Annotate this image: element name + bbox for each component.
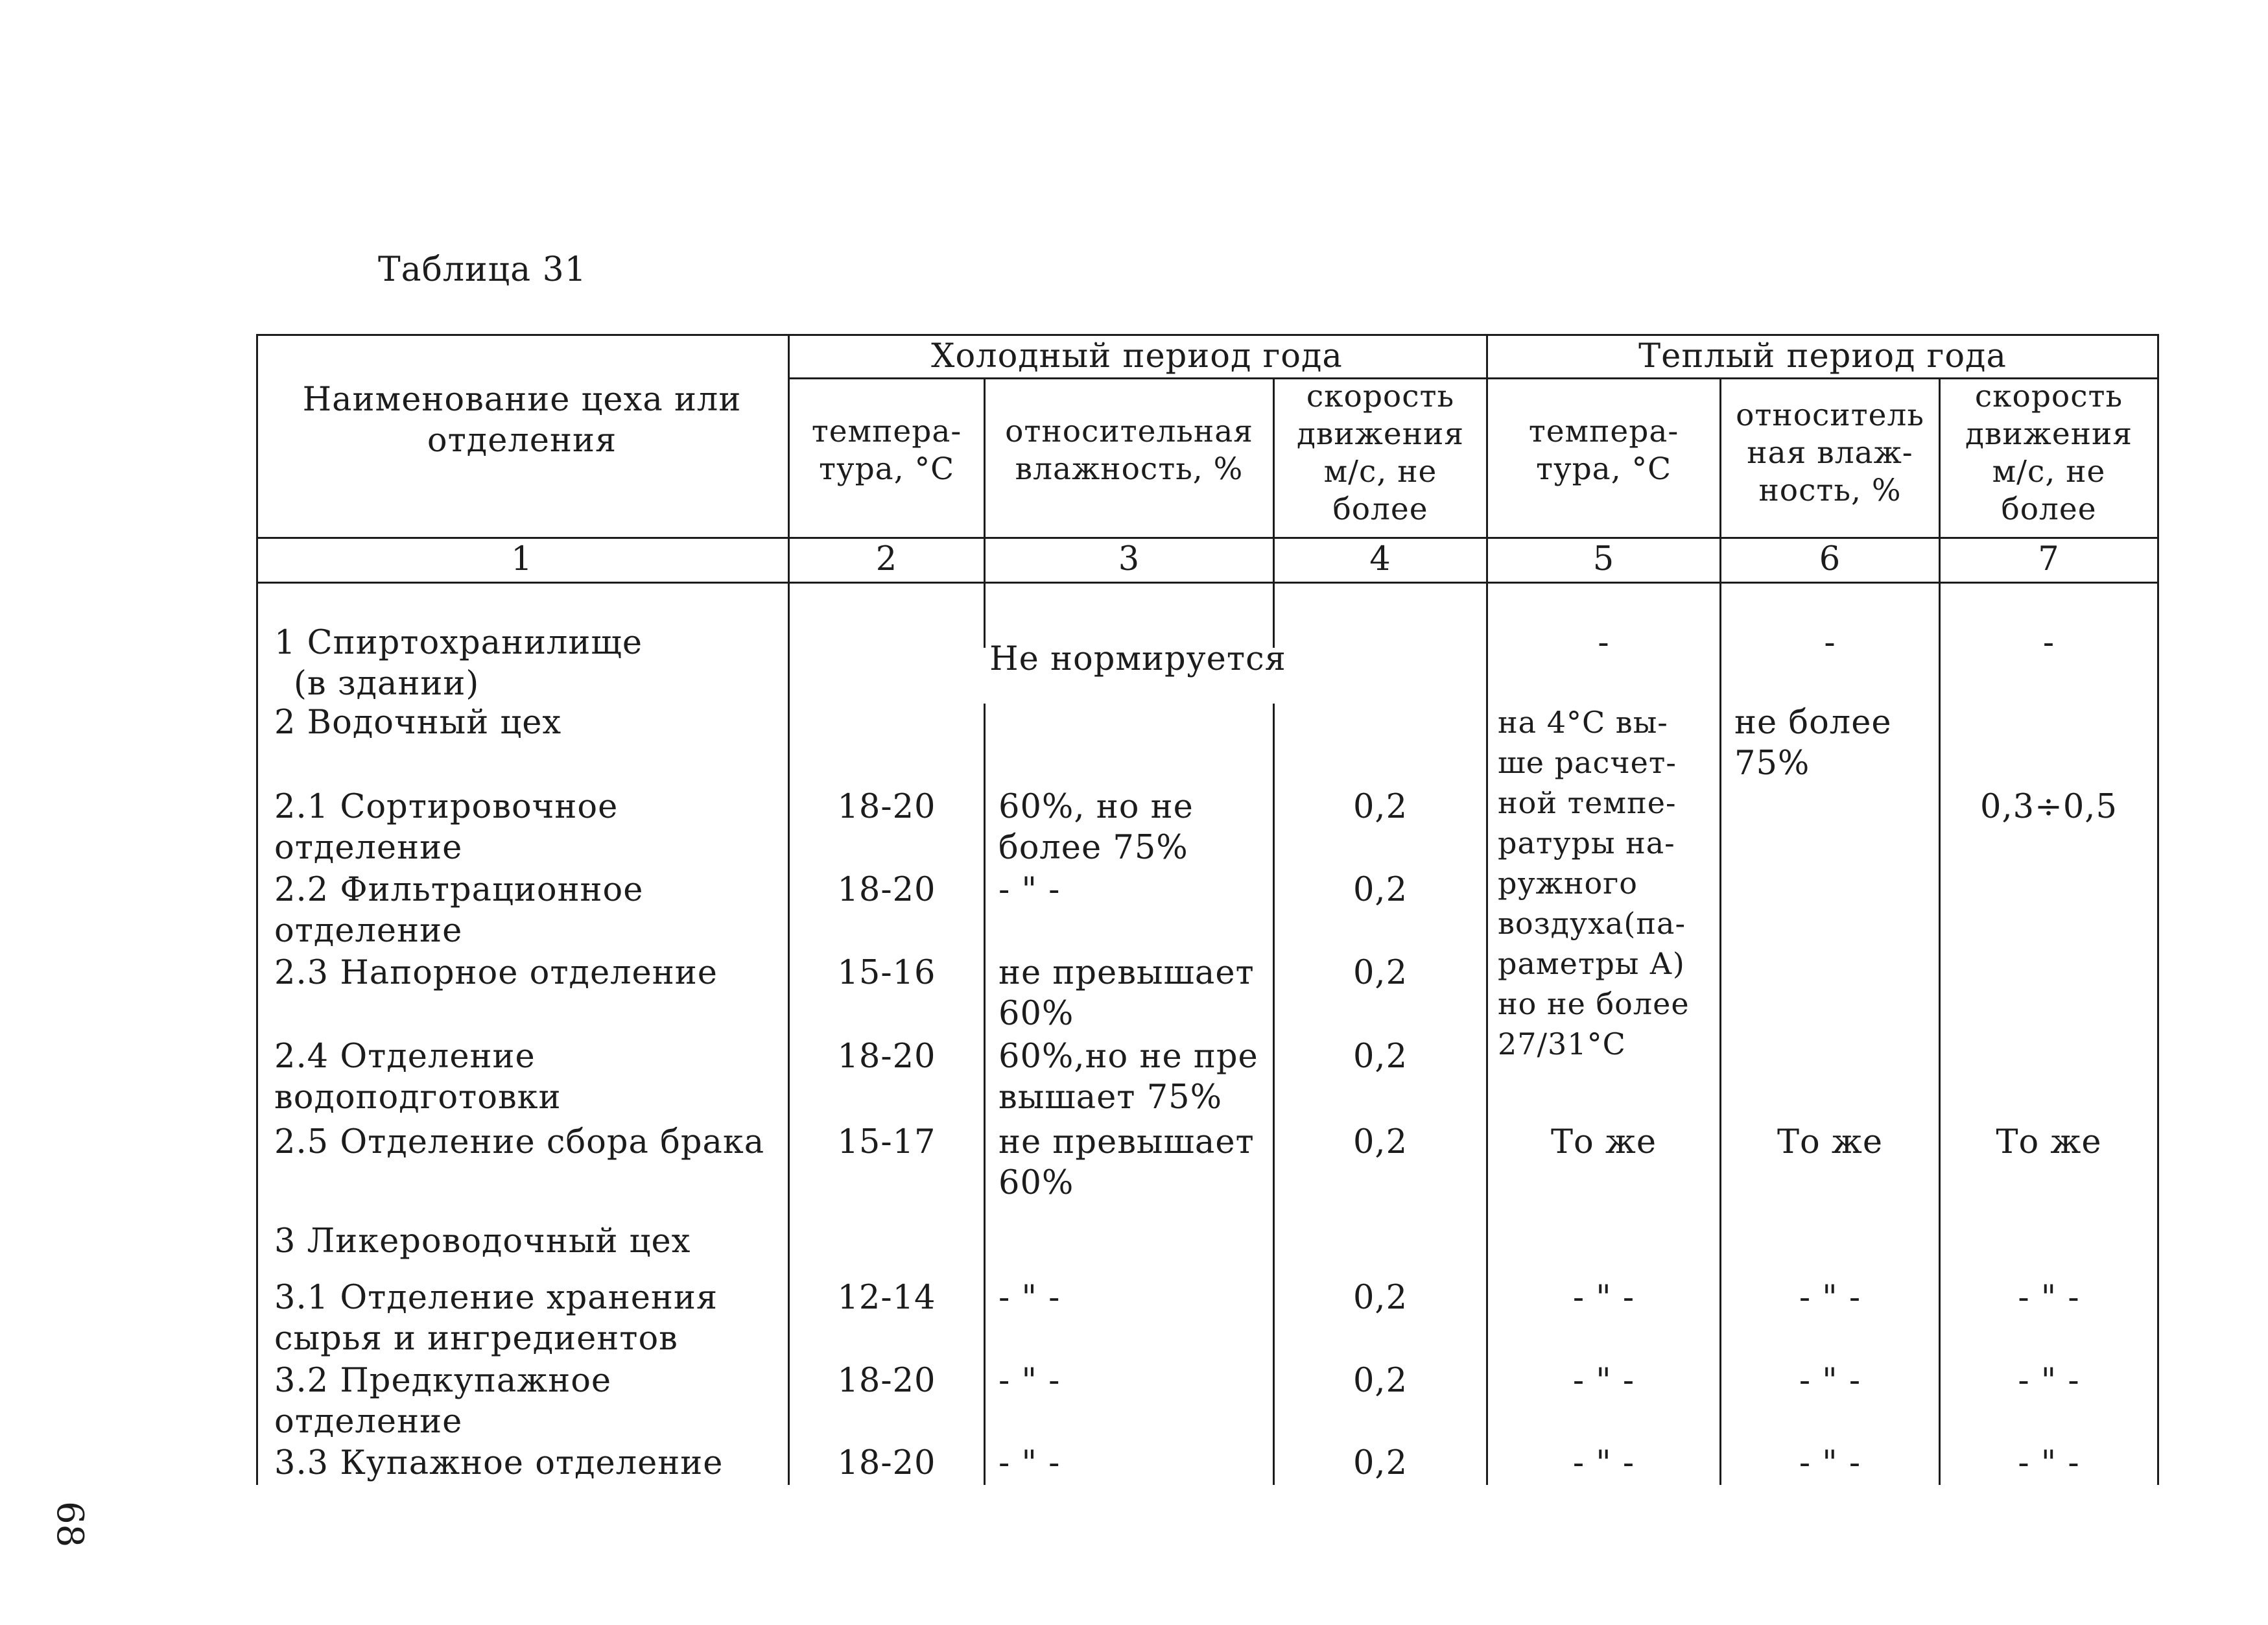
row-3-2-name-line1: 3.2 Предкупажное <box>274 1362 612 1400</box>
row-3-1-temp: 12-14 <box>837 1279 936 1317</box>
warm-humidity-note-line1: не более <box>1734 704 1892 742</box>
warm-speed-header <box>1941 378 2157 528</box>
col-number-3: 3 <box>1118 540 1140 578</box>
warm-temp-note-line1: на 4°С вы- <box>1498 705 1668 740</box>
warm-speed-header-line3: м/с, не <box>1992 454 2106 490</box>
col-number-4: 4 <box>1369 540 1391 578</box>
row-3-1-speed: 0,2 <box>1353 1279 1408 1317</box>
warm-temperature-header-line1: темпера- <box>1528 414 1679 449</box>
warm-humidity-header-line1: относитель <box>1736 397 1924 433</box>
warm-temp-note-line2: ше расчет- <box>1498 745 1677 780</box>
row-1-warm-humidity: - <box>1824 624 1836 662</box>
row-2-5-speed: 0,2 <box>1353 1123 1408 1161</box>
row-2-2-speed: 0,2 <box>1353 871 1408 909</box>
row-3-1-name <box>274 1277 718 1359</box>
warm-temp-note-line8: но не более <box>1498 986 1690 1021</box>
row-1-warm-speed: - <box>2042 624 2055 662</box>
row-3-2-warm-temp: - " - <box>1572 1362 1635 1400</box>
row-2-1-name-line2: отделение <box>274 829 463 867</box>
cold-temperature-header <box>790 413 984 488</box>
row-2-2-name-line2: отделение <box>274 912 463 950</box>
row-2-3-humidity-line1: не превышает <box>998 954 1255 992</box>
row-2-1-speed: 0,2 <box>1353 788 1408 826</box>
row-3-3-warm-speed: - " - <box>2018 1444 2080 1482</box>
row-1-warm-temp: - <box>1598 624 1610 662</box>
cold-speed-header-line3: м/с, не <box>1323 454 1437 490</box>
row-2-2-temp: 18-20 <box>837 871 936 909</box>
row-3-1-name-line2: сырья и ингредиентов <box>274 1320 678 1358</box>
warm-humidity-header-line2: ная влаж- <box>1747 435 1913 471</box>
row-3-1-warm-temp: - " - <box>1572 1279 1635 1317</box>
row-3-3-humidity: - " - <box>998 1444 1061 1482</box>
warm-temp-note-line9: 27/31°С <box>1498 1026 1626 1062</box>
cold-period-header: Холодный период года <box>931 337 1343 375</box>
warm-temp-note-line4: ратуры на- <box>1498 825 1675 860</box>
row-2-5-warm-humidity: То же <box>1777 1123 1884 1161</box>
row-2-4-humidity <box>998 1036 1258 1118</box>
row-2-5-name: 2.5 Отделение сбора брака <box>274 1123 765 1161</box>
row-3-2-temp: 18-20 <box>837 1362 936 1400</box>
row-2-2-humidity: - " - <box>998 871 1061 909</box>
cold-temperature-header-line2: тура, °С <box>818 451 955 487</box>
warm-temperature-header <box>1488 413 1719 488</box>
row-2-5-warm-speed: То же <box>1996 1123 2102 1161</box>
row-3-3-warm-humidity: - " - <box>1799 1444 1861 1482</box>
row-2-5-humidity-line1: не превышает <box>998 1123 1255 1161</box>
warm-humidity-note <box>1734 702 1892 784</box>
row-3-1-name-line1: 3.1 Отделение хранения <box>274 1279 718 1317</box>
row-3-1-warm-speed: - " - <box>2018 1279 2080 1317</box>
row-2-2-name-line1: 2.2 Фильтрационное <box>274 871 644 909</box>
row-2-1-humidity <box>998 787 1194 868</box>
col1-header-line2: отделения <box>427 421 617 460</box>
row-2-2-name <box>274 870 643 951</box>
row-3-3-speed: 0,2 <box>1353 1444 1408 1482</box>
row-3-3-temp: 18-20 <box>837 1444 936 1482</box>
row-3-2-warm-humidity: - " - <box>1799 1362 1861 1400</box>
col-number-1: 1 <box>511 540 533 578</box>
warm-humidity-note-line2: 75% <box>1734 744 1810 783</box>
col1-header-line1: Наименование цеха или <box>302 381 742 419</box>
row-2-3-temp: 15-16 <box>837 954 936 992</box>
row-2-1-name <box>274 787 618 868</box>
col1-header <box>256 379 788 461</box>
row-2-4-name-line2: водоподготовки <box>274 1078 561 1117</box>
table-left-border <box>256 334 258 1485</box>
col-number-6: 6 <box>1819 540 1841 578</box>
cold-temperature-header-line1: темпера- <box>811 414 962 449</box>
row-2-3-humidity <box>998 953 1255 1034</box>
row-2-4-name <box>274 1036 561 1118</box>
row-2-3-name: 2.3 Напорное отделение <box>274 954 718 992</box>
row-3-2-speed: 0,2 <box>1353 1362 1408 1400</box>
row-1-name-line1: 1 Спиртохранилище <box>274 624 643 662</box>
table-right-border <box>2157 334 2159 1485</box>
cold-speed-header-line4: более <box>1332 492 1428 527</box>
warm-temperature-header-line2: тура, °С <box>1535 451 1672 487</box>
row-2-5-temp: 15-17 <box>837 1123 936 1161</box>
row-2-1-humidity-line2: более 75% <box>998 829 1188 867</box>
row-2-4-name-line1: 2.4 Отделение <box>274 1038 536 1076</box>
col-number-5: 5 <box>1592 540 1615 578</box>
row-2-4-humidity-line1: 60%,но не пре <box>998 1038 1258 1076</box>
warm-speed-note: 0,3÷0,5 <box>1980 788 2118 826</box>
warm-speed-header-line4: более <box>2001 492 2097 527</box>
row-2-4-humidity-line2: вышает 75% <box>998 1078 1223 1117</box>
row-3-2-name-line2: отделение <box>274 1403 463 1441</box>
warm-period-header: Теплый период года <box>1638 337 2007 375</box>
row-1-name-line2: (в здании) <box>294 665 480 703</box>
row-2-1-name-line1: 2.1 Сортировочное <box>274 788 619 826</box>
row-2-name: 2 Водочный цех <box>274 704 562 742</box>
row-2-5-humidity <box>998 1122 1255 1204</box>
cold-humidity-header-line2: влажность, % <box>1015 451 1244 487</box>
warm-temp-note-line6: воздуха(па- <box>1498 906 1686 941</box>
row-2-1-humidity-line1: 60%, но не <box>998 788 1194 826</box>
warm-speed-header-line1: скорость <box>1974 379 2123 414</box>
number-row-bottom-border <box>256 582 2159 584</box>
row-2-5-humidity-line2: 60% <box>998 1164 1074 1202</box>
row-3-2-humidity: - " - <box>998 1362 1061 1400</box>
row-2-4-speed: 0,2 <box>1353 1038 1408 1076</box>
row-3-1-humidity: - " - <box>998 1279 1061 1317</box>
cold-speed-header-line2: движения <box>1296 416 1465 452</box>
row-2-4-temp: 18-20 <box>837 1038 936 1076</box>
warm-humidity-header-line3: ность, % <box>1758 473 1902 508</box>
warm-humidity-header <box>1721 397 1939 510</box>
warm-temp-note-line3: ной темпе- <box>1498 785 1677 820</box>
warm-temp-note-line7: раметры А) <box>1498 946 1685 981</box>
row-2-1-temp: 18-20 <box>837 788 936 826</box>
table-caption: Таблица 31 <box>378 250 587 289</box>
row-1-name <box>274 623 643 704</box>
row-3-2-warm-speed: - " - <box>2018 1362 2080 1400</box>
col-number-2: 2 <box>875 540 898 578</box>
cold-humidity-header <box>986 413 1273 488</box>
cold-speed-header <box>1275 378 1486 528</box>
row-3-1-warm-humidity: - " - <box>1799 1279 1861 1317</box>
warm-temp-note <box>1498 702 1690 1064</box>
row-3-3-name: 3.3 Купажное отделение <box>274 1444 724 1482</box>
cold-humidity-header-line1: относительная <box>1005 414 1253 449</box>
col-divider-2-3-body <box>984 704 986 1485</box>
row-2-3-humidity-line2: 60% <box>998 995 1074 1033</box>
row-2-3-speed: 0,2 <box>1353 954 1408 992</box>
row-2-5-warm-temp: То же <box>1550 1123 1657 1161</box>
col-number-7: 7 <box>2038 540 2060 578</box>
page-number: 68 <box>49 1501 91 1548</box>
row-3-2-name <box>274 1360 611 1442</box>
cold-speed-header-line1: скорость <box>1306 379 1455 414</box>
row-3-name: 3 Ликероводочный цех <box>274 1222 691 1261</box>
row-3-3-warm-temp: - " - <box>1572 1444 1635 1482</box>
norms-table <box>256 334 2159 1485</box>
warm-temp-note-line5: ружного <box>1498 866 1638 901</box>
row-1-cold-merged: Не нормируется <box>989 640 1286 678</box>
warm-speed-header-line2: движения <box>1965 416 2133 452</box>
